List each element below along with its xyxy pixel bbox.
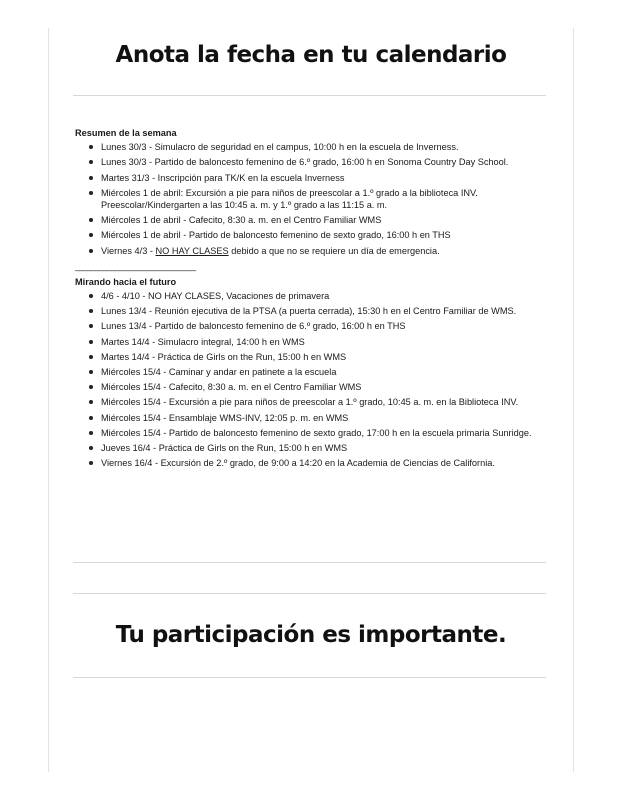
future-list xyxy=(75,290,545,469)
list-item: Miércoles 15/4 - Caminar y andar en patinete a la escuela xyxy=(101,366,545,378)
list-item: Lunes 13/4 - Reunión ejecutiva de la PTSA (a puerta cerrada), 15:30 h en el Centro Familiar de WMS. xyxy=(101,305,545,317)
participation-heading: Tu participación es importante. xyxy=(115,622,507,648)
list-item: Miércoles 1 de abril - Cafecito, 8:30 a. m. en el Centro Familiar WMS xyxy=(101,214,545,226)
calendar-content xyxy=(75,127,545,472)
list-item: Jueves 16/4 - Práctica de Girls on the Run, 15:00 h en WMS xyxy=(101,442,545,454)
list-item-suffix: debido a que no se requiere un día de emergencia. xyxy=(228,245,440,256)
list-item: Martes 14/4 - Práctica de Girls on the Run, 15:00 h en WMS xyxy=(101,351,545,363)
newsletter-page xyxy=(48,28,574,772)
list-item: Martes 14/4 - Simulacro integral, 14:00 h en WMS xyxy=(101,336,545,348)
future-title: Mirando hacia el futuro xyxy=(75,276,177,287)
list-item: 4/6 - 4/10 - NO HAY CLASES, Vacaciones de primavera xyxy=(101,290,545,302)
list-item: Lunes 13/4 - Partido de baloncesto femenino de 6.º grado, 16:00 h en THS xyxy=(101,320,545,332)
text-divider: ______________________________ xyxy=(75,260,196,271)
divider-rule-mid-2 xyxy=(73,593,546,594)
divider-rule-top xyxy=(73,95,546,96)
list-item: Miércoles 1 de abril - Partido de baloncesto femenino de sexto grado, 16:00 h en THS xyxy=(101,229,545,241)
list-item: Lunes 30/3 - Simulacro de seguridad en el campus, 10:00 h en la escuela de Inverness. xyxy=(101,141,545,153)
list-item: Martes 31/3 - Inscripción para TK/K en la escuela Inverness xyxy=(101,172,545,184)
list-item-prefix: Viernes 4/3 - xyxy=(101,245,156,256)
divider-rule-mid-1 xyxy=(73,562,546,563)
list-item xyxy=(101,245,545,257)
list-item: Miércoles 1 de abril: Excursión a pie para niños de preescolar a 1.º grado a la biblioteca INV. Preescolar/Kindergarten a las 10:45 a. m. y 1.º grado a las 11:15 a. m. xyxy=(101,187,545,211)
list-item: Viernes 16/4 - Excursión de 2.º grado, de 9:00 a 14:20 en la Academia de Ciencias de California. xyxy=(101,457,545,469)
no-classes-link[interactable]: NO HAY CLASES xyxy=(155,245,229,256)
calendar-heading: Anota la fecha en tu calendario xyxy=(115,42,507,68)
divider-rule-bottom xyxy=(73,677,546,678)
week-summary-title: Resumen de la semana xyxy=(75,128,177,138)
list-item: Miércoles 15/4 - Partido de baloncesto femenino de sexto grado, 17:00 h en la escuela primaria Sunridge. xyxy=(101,427,545,439)
list-item: Lunes 30/3 - Partido de baloncesto femenino de 6.º grado, 16:00 h en Sonoma Country Day School. xyxy=(101,156,545,168)
list-item: Miércoles 15/4 - Ensamblaje WMS-INV, 12:05 p. m. en WMS xyxy=(101,412,545,424)
list-item: Miércoles 15/4 - Cafecito, 8:30 a. m. en el Centro Familiar WMS xyxy=(101,381,545,393)
week-summary-list xyxy=(75,141,545,257)
list-item: Miércoles 15/4 - Excursión a pie para niños de preescolar a 1.º grado, 10:45 a. m. en la Biblioteca INV. xyxy=(101,396,545,408)
